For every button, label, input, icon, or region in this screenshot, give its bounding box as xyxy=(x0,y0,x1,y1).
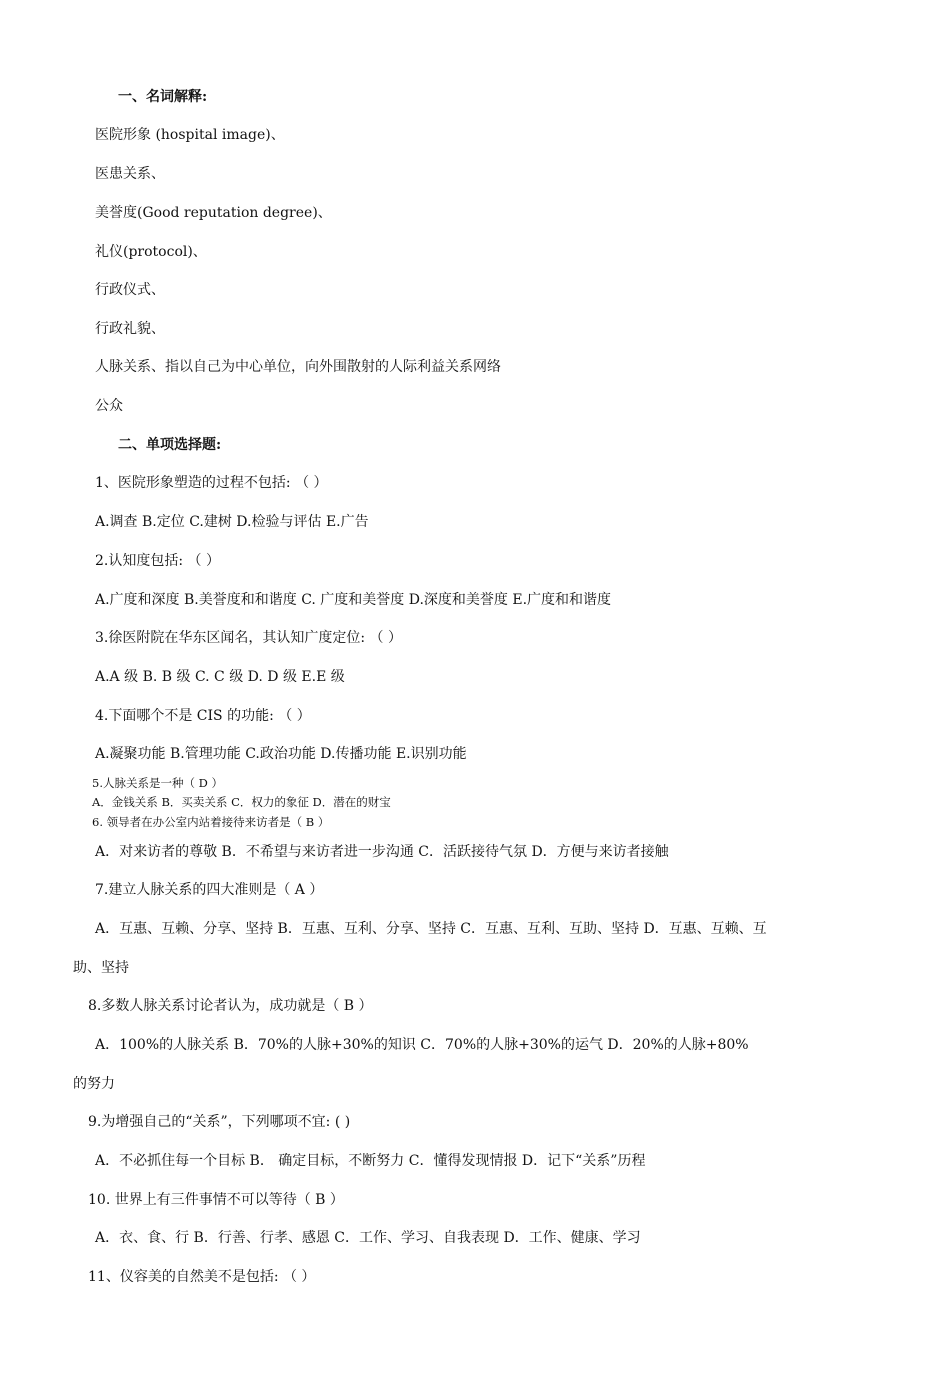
term-item: 行政仪式、 xyxy=(95,282,165,298)
section-title-single-choice: 二、单项选择题: xyxy=(118,437,222,453)
term-item: 礼仪(protocol)、 xyxy=(95,244,207,260)
question-text: 1、医院形象塑造的过程不包括: （ ） xyxy=(95,475,328,491)
question-options: A．对来访者的尊敬 B．不希望与来访者进一步沟通 C．活跃接待气氛 D．方便与来访者接触 xyxy=(95,844,669,860)
term-item: 行政礼貌、 xyxy=(95,321,165,337)
question-text: 5.人脉关系是一种（ D ） xyxy=(92,776,224,790)
question-options-continued: 助、坚持 xyxy=(73,960,129,976)
question-options: A.广度和深度 B.美誉度和和谐度 C. 广度和美誉度 D.深度和美誉度 E.广度和和谐度 xyxy=(95,592,612,608)
question-options: A．金钱关系 B．买卖关系 C．权力的象征 D．潜在的财宝 xyxy=(92,795,391,809)
term-item: 美誉度(Good reputation degree)、 xyxy=(95,205,332,221)
question-text: 6. 领导者在办公室内站着接待来访者是（ B ） xyxy=(92,815,330,829)
question-options: A.A 级 B. B 级 C. C 级 D. D 级 E.E 级 xyxy=(95,669,345,685)
question-text: 7.建立人脉关系的四大准则是（ A ） xyxy=(95,882,324,898)
question-text: 3.徐医附院在华东区闻名，其认知广度定位: （ ） xyxy=(95,630,402,646)
question-options-continued: 的努力 xyxy=(73,1076,115,1092)
question-text: 11、仪容美的自然美不是包括: （ ） xyxy=(88,1269,316,1285)
question-text: 9.为增强自己的“关系”，下列哪项不宜: ( ) xyxy=(88,1114,351,1130)
question-options: A．互惠、互赖、分享、坚持 B．互惠、互利、分享、坚持 C．互惠、互利、互助、坚持 D．互惠、互赖、互 xyxy=(95,921,767,937)
question-text: 8.多数人脉关系讨论者认为，成功就是（ B ） xyxy=(88,998,373,1014)
question-options: A．100%的人脉关系 B．70%的人脉+30%的知识 C．70%的人脉+30%的运气 D．20%的人脉+80% xyxy=(95,1037,749,1053)
question-options: A.凝聚功能 B.管理功能 C.政治功能 D.传播功能 E.识别功能 xyxy=(95,746,467,762)
term-item: 人脉关系、指以自己为中心单位，向外围散射的人际利益关系网络 xyxy=(95,359,501,375)
question-text: 2.认知度包括: （ ） xyxy=(95,553,220,569)
question-text: 4.下面哪个不是 CIS 的功能: （ ） xyxy=(95,708,311,724)
question-text: 10. 世界上有三件事情不可以等待（ B ） xyxy=(88,1192,344,1208)
question-options: A．不必抓住每一个目标 B． 确定目标，不断努力 C．懂得发现情报 D．记下“关系”历程 xyxy=(95,1153,646,1169)
term-item: 公众 xyxy=(95,398,123,414)
question-options: A.调查 B.定位 C.建树 D.检验与评估 E.广告 xyxy=(95,514,369,530)
term-item: 医患关系、 xyxy=(95,166,165,182)
section-title-definitions: 一、名词解释: xyxy=(118,89,208,105)
term-item: 医院形象 (hospital image)、 xyxy=(95,127,285,143)
question-options: A．衣、食、行 B．行善、行孝、感恩 C．工作、学习、自我表现 D．工作、健康、学习 xyxy=(95,1230,641,1246)
